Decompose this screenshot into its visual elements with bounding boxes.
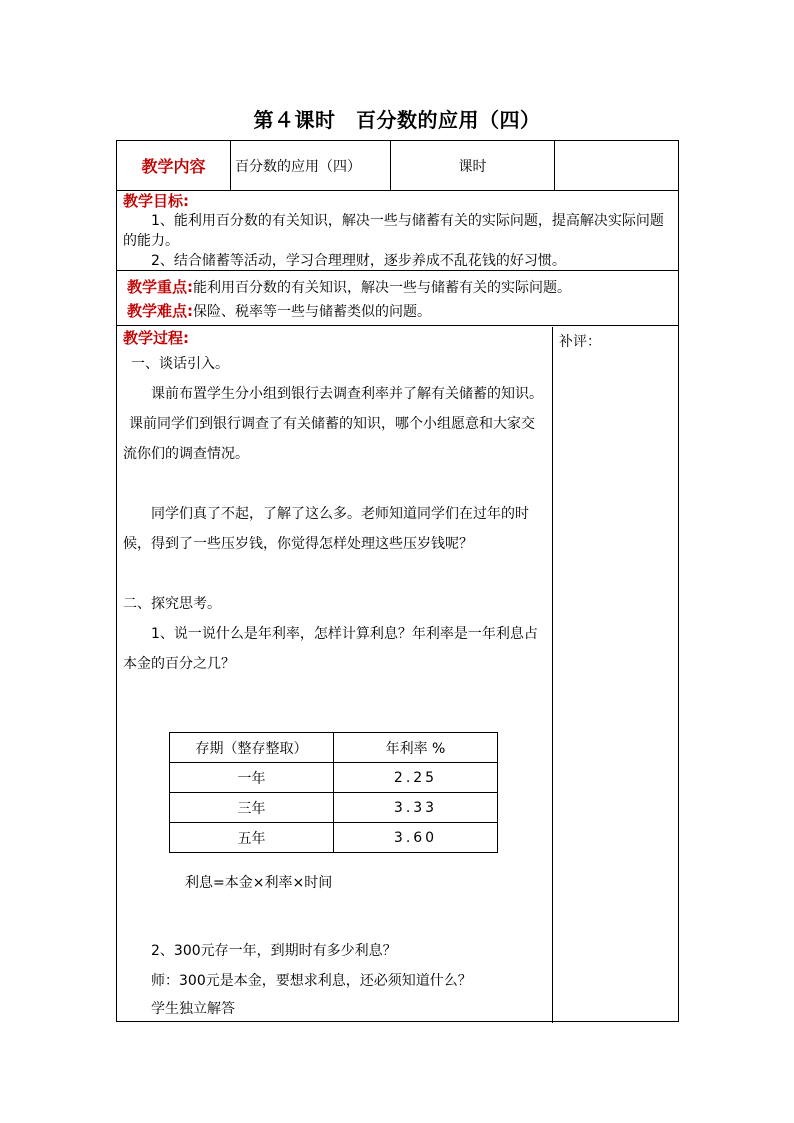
table-row [170, 793, 498, 823]
key-points [127, 276, 668, 300]
goals-section [117, 191, 678, 271]
interest-rate-table [169, 732, 498, 853]
process-label: 教学过程: [123, 329, 189, 347]
difficulties-text: 保险、税率等一些与储蓄类似的问题。 [193, 304, 431, 320]
rate-cell: 3.33 [334, 793, 498, 823]
rate-cell: 3.60 [334, 823, 498, 853]
section-heading: 一、谈话引入。 [131, 356, 229, 372]
table-header-row [170, 733, 498, 763]
period-value [555, 141, 678, 190]
table-header: 年利率 % [334, 733, 498, 763]
paragraph: 课前同学们到银行调查了有关储蓄的知识，哪个小组愿意和大家交流你们的调查情况。 [123, 416, 535, 462]
question: 2、300元存一年，到期时有多少利息？ [151, 943, 397, 959]
formula: 利息=本金×利率×时间 [185, 875, 333, 891]
goals-label: 教学目标: [123, 192, 189, 210]
rate-cell: 2.25 [334, 763, 498, 793]
lesson-table [116, 140, 679, 1022]
paragraph: 课前布置学生分小组到银行去调查利率并了解有关储蓄的知识。 [151, 386, 543, 402]
period-label: 课时 [391, 141, 555, 190]
student-line: 学生独立解答 [151, 1001, 235, 1017]
difficulties [127, 300, 668, 324]
goal-item: 1、能利用百分数的有关知识，解决一些与储蓄有关的实际问题，提高解决实际问题的能力。 [123, 213, 664, 249]
term-cell: 一年 [170, 763, 334, 793]
teacher-line: 师：300元是本金，要想求利息，还必须知道什么？ [151, 973, 472, 989]
header-row [117, 141, 678, 191]
term-cell: 五年 [170, 823, 334, 853]
key-points-label: 教学重点: [127, 278, 193, 296]
page-title: 第４课时 百分数的应用（四） [253, 108, 541, 132]
difficulties-label: 教学难点: [127, 302, 193, 320]
term-cell: 三年 [170, 793, 334, 823]
paragraph: 同学们真了不起，了解了这么多。老师知道同学们在过年的时候，得到了一些压岁钱，你觉得怎样处理这些压岁钱呢？ [123, 506, 529, 552]
table-row [170, 763, 498, 793]
comments-column [553, 327, 678, 1023]
comments-label: 补评： [559, 334, 601, 350]
topic-cell: 百分数的应用（四） [231, 141, 391, 190]
question: 1、说一说什么是年利率，怎样计算利息？年利率是一年利息占本金的百分之几？ [123, 626, 538, 672]
process-section [117, 327, 553, 1023]
table-row [170, 823, 498, 853]
key-points-text: 能利用百分数的有关知识，解决一些与储蓄有关的实际问题。 [193, 280, 571, 296]
goal-item: 2、结合储蓄等活动，学习合理理财，逐步养成不乱花钱的好习惯。 [151, 253, 566, 269]
content-label: 教学内容 [117, 141, 231, 190]
table-header: 存期（整存整取） [170, 733, 334, 763]
section-heading: 二、探究思考。 [123, 596, 221, 612]
key-section [117, 272, 678, 326]
